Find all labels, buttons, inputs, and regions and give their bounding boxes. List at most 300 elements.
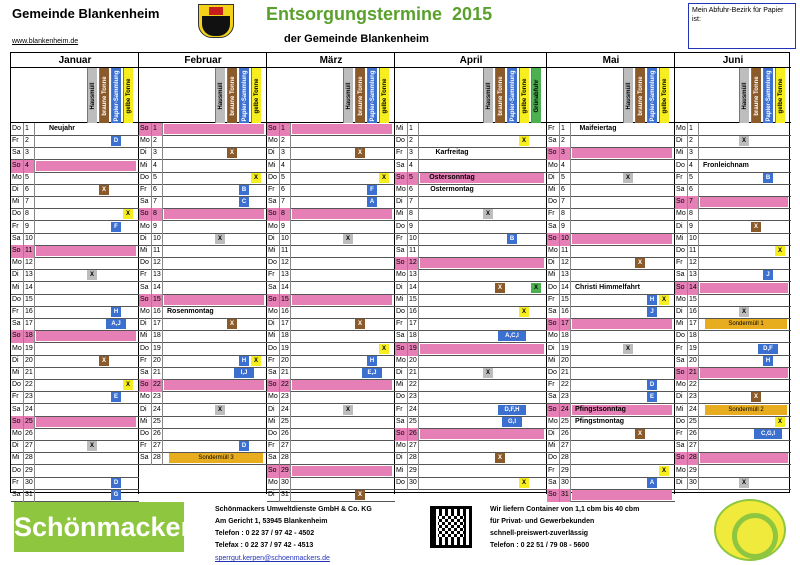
weekday-label: Di: [675, 221, 688, 234]
day-number: 24: [280, 404, 291, 417]
weekday-label: Fr: [11, 135, 24, 148]
day-number: 22: [24, 379, 35, 392]
day-row: [395, 428, 547, 441]
day-row: [139, 306, 267, 319]
pickup-mark-gt: X: [775, 417, 785, 427]
pickup-mark-ps: H: [239, 356, 249, 366]
weekday-label: Sa: [547, 306, 560, 319]
weekday-label: Di: [267, 318, 280, 331]
weekday-label: Mo: [547, 160, 560, 173]
day-row: [395, 269, 547, 282]
day-number: 11: [152, 245, 163, 258]
day-row: [675, 440, 791, 453]
weekday-label: Mo: [675, 208, 688, 221]
day-number: 19: [24, 343, 35, 356]
day-row: [547, 306, 675, 319]
weekday-label: So: [395, 172, 408, 185]
weekday-label: So: [547, 233, 560, 246]
day-row: [395, 330, 547, 343]
weekday-label: Mi: [675, 233, 688, 246]
day-row: [547, 294, 675, 307]
day-number: 3: [24, 147, 35, 160]
day-row: [139, 221, 267, 234]
weekday-label: Fr: [11, 391, 24, 404]
header-label: Hausmüll: [741, 81, 748, 110]
weekday-label: Di: [267, 233, 280, 246]
day-number: 20: [280, 355, 291, 368]
weekday-label: Mo: [11, 257, 24, 270]
day-number: 22: [688, 379, 699, 392]
day-row: [267, 404, 395, 417]
day-number: 26: [408, 428, 419, 441]
weekday-label: Mi: [139, 160, 152, 173]
day-row: [675, 404, 791, 417]
pickup-mark-ps: B: [239, 185, 249, 195]
day-row: [547, 160, 675, 173]
weekday-label: Sa: [139, 282, 152, 295]
day-number: 2: [688, 135, 699, 148]
pickup-mark-ps: H: [647, 295, 657, 305]
header-gt: [519, 68, 529, 123]
weekday-label: Do: [139, 257, 152, 270]
day-row: [139, 416, 267, 429]
day-number: 23: [152, 391, 163, 404]
header-label: gelbe Tonne: [521, 78, 528, 113]
day-number: 28: [24, 452, 35, 465]
pickup-mark-ps: A,J: [106, 319, 126, 329]
weekday-label: Fr: [395, 404, 408, 417]
day-number: 30: [408, 477, 419, 490]
day-number: 7: [408, 196, 419, 209]
day-number: 5: [560, 172, 571, 185]
day-row: [675, 233, 791, 246]
day-row: [11, 404, 139, 417]
day-row: [139, 196, 267, 209]
weekday-label: Di: [547, 343, 560, 356]
day-row: [11, 257, 139, 270]
day-number: 15: [688, 294, 699, 307]
weekday-label: So: [139, 208, 152, 221]
weekday-label: Di: [11, 440, 24, 453]
day-row: [547, 391, 675, 404]
day-number: 17: [408, 318, 419, 331]
weekday-label: So: [267, 208, 280, 221]
day-number: 4: [688, 160, 699, 173]
weekday-label: Sa: [675, 355, 688, 368]
pickup-mark-hm: X: [623, 344, 633, 354]
day-row: [11, 367, 139, 380]
weekday-label: So: [547, 404, 560, 417]
day-number: 9: [24, 221, 35, 234]
day-row: [395, 135, 547, 148]
month-name: Februar: [139, 53, 267, 68]
day-number: 5: [408, 172, 419, 185]
day-row: [11, 172, 139, 185]
weekday-label: Sa: [267, 452, 280, 465]
weekday-label: Sa: [267, 196, 280, 209]
day-row: [267, 172, 395, 185]
day-number: 1: [560, 123, 571, 136]
weekday-label: Do: [395, 391, 408, 404]
day-number: 22: [408, 379, 419, 392]
day-number: 14: [280, 282, 291, 295]
day-row: [675, 123, 791, 136]
day-row: [675, 343, 791, 356]
pickup-mark-ps: F: [367, 185, 377, 195]
day-number: 7: [280, 196, 291, 209]
day-number: 17: [152, 318, 163, 331]
container-offer: [490, 504, 639, 552]
page-title: [266, 4, 492, 25]
day-number: 23: [408, 391, 419, 404]
day-row: [139, 172, 267, 185]
day-number: 6: [408, 184, 419, 197]
weekday-label: Mo: [547, 416, 560, 429]
day-row: [139, 233, 267, 246]
day-row: [675, 355, 791, 368]
header-label: Papier-Sammlung: [649, 69, 656, 122]
weekday-label: Sa: [675, 440, 688, 453]
weekday-label: Di: [675, 391, 688, 404]
day-number: 2: [280, 135, 291, 148]
weekday-label: Mi: [395, 123, 408, 136]
weekday-label: So: [395, 428, 408, 441]
day-number: 14: [560, 282, 571, 295]
weekday-label: Mo: [675, 294, 688, 307]
day-row: [547, 245, 675, 258]
month-name: Juni: [675, 53, 791, 68]
day-row: [11, 416, 139, 429]
weekday-label: Di: [139, 233, 152, 246]
weekday-label: Di: [11, 269, 24, 282]
footer: [0, 496, 800, 565]
day-number: 27: [280, 440, 291, 453]
weekday-label: Di: [675, 135, 688, 148]
weekday-label: Mo: [11, 172, 24, 185]
weekday-label: Sa: [547, 391, 560, 404]
day-number: 8: [560, 208, 571, 221]
day-number: 5: [688, 172, 699, 185]
day-row: [267, 465, 395, 478]
day-number: 17: [280, 318, 291, 331]
weekday-label: Do: [675, 416, 688, 429]
header-ps: [507, 68, 517, 123]
day-number: 2: [24, 135, 35, 148]
header-ps: [367, 68, 377, 123]
day-row: [395, 245, 547, 258]
day-row: [395, 343, 547, 356]
header-gt: [251, 68, 261, 123]
day-row: [267, 367, 395, 380]
weekday-label: Mi: [139, 245, 152, 258]
day-row: [675, 465, 791, 478]
day-row: [11, 221, 139, 234]
month-column-header: [547, 68, 675, 123]
day-number: 28: [560, 452, 571, 465]
qr-code-icon[interactable]: [430, 506, 472, 548]
day-number: 24: [408, 404, 419, 417]
day-number: 9: [152, 221, 163, 234]
day-number: 14: [688, 282, 699, 295]
day-number: 12: [688, 257, 699, 270]
company-phone: Telefon : 0 22 37 / 97 42 - 4502: [215, 530, 315, 537]
day-number: 25: [24, 416, 35, 429]
weekday-label: Do: [267, 428, 280, 441]
day-number: 18: [688, 330, 699, 343]
pickup-mark-hm: X: [483, 209, 493, 219]
day-number: 18: [280, 330, 291, 343]
pickup-mark-ps: H: [367, 356, 377, 366]
holiday-label: Ostersonntag: [429, 173, 475, 181]
day-number: 13: [408, 269, 419, 282]
header-label: Papier-Sammlung: [369, 69, 376, 122]
pickup-mark-bt: X: [751, 392, 761, 402]
day-number: 29: [24, 465, 35, 478]
weekday-label: Mo: [395, 184, 408, 197]
sunday-band: [572, 234, 672, 244]
weekday-label: Di: [139, 147, 152, 160]
day-number: 21: [152, 367, 163, 380]
day-number: 15: [560, 294, 571, 307]
day-row: [11, 294, 139, 307]
day-row: [675, 172, 791, 185]
day-row: [267, 208, 395, 221]
day-row: [139, 245, 267, 258]
weekday-label: Sa: [675, 184, 688, 197]
day-number: 11: [688, 245, 699, 258]
day-number: 6: [280, 184, 291, 197]
pickup-mark-gt: X: [251, 356, 261, 366]
day-row: [675, 135, 791, 148]
pickup-mark-ps: E: [111, 392, 121, 402]
day-row: [547, 440, 675, 453]
day-row: [675, 330, 791, 343]
day-row: [675, 160, 791, 173]
weekday-label: Sa: [395, 416, 408, 429]
day-number: 20: [24, 355, 35, 368]
weekday-label: Mo: [139, 221, 152, 234]
day-number: 1: [152, 123, 163, 136]
day-row: [547, 147, 675, 160]
day-number: 25: [280, 416, 291, 429]
weekday-label: Mi: [547, 355, 560, 368]
weekday-label: Do: [675, 245, 688, 258]
weekday-label: Di: [547, 172, 560, 185]
holiday-label: Christi Himmelfahrt: [575, 283, 640, 291]
holiday-label: Maifeiertag: [579, 125, 617, 132]
weekday-label: Fr: [395, 147, 408, 160]
weekday-label: Do: [675, 160, 688, 173]
day-row: [547, 416, 675, 429]
day-number: 10: [408, 233, 419, 246]
month-column-header: [11, 68, 139, 123]
weekday-label: Di: [675, 306, 688, 319]
day-number: 20: [560, 355, 571, 368]
holiday-label: Pfingstsonntag: [575, 405, 626, 413]
weekday-label: Mo: [547, 330, 560, 343]
day-row: [139, 184, 267, 197]
header-ps: [763, 68, 773, 123]
header: [0, 0, 800, 50]
day-row: [395, 306, 547, 319]
day-number: 13: [152, 269, 163, 282]
weekday-label: Sa: [11, 489, 24, 502]
header-gt: [379, 68, 389, 123]
weekday-label: Fr: [11, 477, 24, 490]
day-row: [267, 355, 395, 368]
day-number: 28: [280, 452, 291, 465]
weekday-label: Mo: [11, 343, 24, 356]
weekday-label: Fr: [395, 318, 408, 331]
day-number: 12: [24, 257, 35, 270]
day-number: 24: [688, 404, 699, 417]
company-street: Am Gericht 1, 53945 Blankenheim: [215, 518, 328, 525]
weekday-label: Mo: [675, 379, 688, 392]
day-row: [395, 391, 547, 404]
month-mai: [547, 53, 675, 498]
weekday-label: Sa: [11, 404, 24, 417]
day-row: [139, 428, 267, 441]
weekday-label: Sa: [547, 135, 560, 148]
day-row: [267, 135, 395, 148]
month-name: Januar: [11, 53, 139, 68]
day-number: 15: [408, 294, 419, 307]
weekday-label: Fr: [139, 355, 152, 368]
weekday-label: Fr: [547, 208, 560, 221]
email-link[interactable]: sperrgut.kerpen@schoenmackers.de: [215, 555, 330, 562]
sunday-band: [36, 161, 136, 171]
day-row: [395, 123, 547, 136]
day-number: 10: [688, 233, 699, 246]
day-row: [139, 379, 267, 392]
day-row: [547, 282, 675, 295]
day-row: [139, 367, 267, 380]
pickup-mark-bt: X: [495, 453, 505, 463]
day-number: 31: [560, 489, 571, 502]
weekday-label: Fr: [395, 233, 408, 246]
day-number: 24: [152, 404, 163, 417]
day-number: 8: [24, 208, 35, 221]
day-number: 21: [408, 367, 419, 380]
day-number: 3: [152, 147, 163, 160]
month-name: März: [267, 53, 395, 68]
header-bt: [99, 68, 109, 123]
day-number: 13: [24, 269, 35, 282]
day-number: 19: [560, 343, 571, 356]
weekday-label: So: [547, 489, 560, 502]
sunday-band: [292, 380, 392, 390]
weekday-label: Fr: [267, 355, 280, 368]
weekday-label: Do: [395, 221, 408, 234]
day-row: [675, 294, 791, 307]
day-row: [675, 416, 791, 429]
sunday-band: [700, 368, 788, 378]
weekday-label: So: [267, 465, 280, 478]
weekday-label: Mi: [11, 367, 24, 380]
day-number: 4: [24, 160, 35, 173]
pickup-mark-hm: X: [215, 234, 225, 244]
weekday-label: Do: [139, 172, 152, 185]
day-number: 7: [560, 196, 571, 209]
day-row: [139, 440, 267, 453]
pickup-mark-hm: X: [739, 136, 749, 146]
weekday-label: Mo: [547, 245, 560, 258]
sunday-band: [292, 209, 392, 219]
day-row: [11, 184, 139, 197]
day-row: [675, 477, 791, 490]
weekday-label: Fr: [267, 440, 280, 453]
day-row: [267, 391, 395, 404]
day-number: 3: [688, 147, 699, 160]
day-number: 27: [408, 440, 419, 453]
pickup-mark-gt: X: [659, 295, 669, 305]
month-juni: [675, 53, 791, 494]
day-row: [267, 147, 395, 160]
day-number: 3: [408, 147, 419, 160]
day-number: 27: [560, 440, 571, 453]
pickup-mark-ps: D: [239, 441, 249, 451]
company-info: [215, 504, 372, 552]
day-number: 7: [24, 196, 35, 209]
day-row: [395, 196, 547, 209]
weekday-label: Mo: [395, 355, 408, 368]
day-number: 27: [688, 440, 699, 453]
header-bt: [495, 68, 505, 123]
day-row: [395, 452, 547, 465]
day-number: 6: [24, 184, 35, 197]
day-number: 31: [280, 489, 291, 502]
weekday-label: Di: [11, 355, 24, 368]
day-number: 23: [280, 391, 291, 404]
pickup-mark-ps: H: [111, 307, 121, 317]
header-hm: [215, 68, 225, 123]
day-row: [547, 477, 675, 490]
weekday-label: Di: [547, 257, 560, 270]
day-row: [267, 428, 395, 441]
sunday-band: [36, 331, 136, 341]
weekday-label: Sa: [395, 330, 408, 343]
day-row: [139, 160, 267, 173]
weekday-label: Mi: [547, 184, 560, 197]
day-number: 26: [24, 428, 35, 441]
weekday-label: So: [675, 282, 688, 295]
weekday-label: Do: [11, 208, 24, 221]
day-number: 9: [688, 221, 699, 234]
day-number: 9: [408, 221, 419, 234]
pickup-mark-hm: X: [215, 405, 225, 415]
sunday-band: [420, 258, 544, 268]
weekday-label: So: [267, 123, 280, 136]
day-number: 21: [24, 367, 35, 380]
weekday-label: Mi: [139, 330, 152, 343]
day-row: [547, 123, 675, 136]
weekday-label: Mi: [395, 294, 408, 307]
company-fax: Telefax : 0 22 37 / 97 42 - 4513: [215, 542, 314, 549]
day-number: 30: [24, 477, 35, 490]
day-number: 17: [24, 318, 35, 331]
day-number: 10: [152, 233, 163, 246]
day-row: [395, 367, 547, 380]
day-number: 14: [152, 282, 163, 295]
bezirk-box[interactable]: Mein Abfuhr-Bezirk für Papier ist:: [688, 3, 796, 49]
website-link[interactable]: www.blankenheim.de: [12, 38, 79, 45]
holiday-label: Fronleichnam: [703, 161, 749, 169]
day-number: 10: [24, 233, 35, 246]
pickup-mark-hm: X: [87, 270, 97, 280]
recycling-seal-icon: [714, 499, 786, 561]
calendar-grid: [10, 52, 790, 498]
pickup-mark-bt: X: [751, 222, 761, 232]
